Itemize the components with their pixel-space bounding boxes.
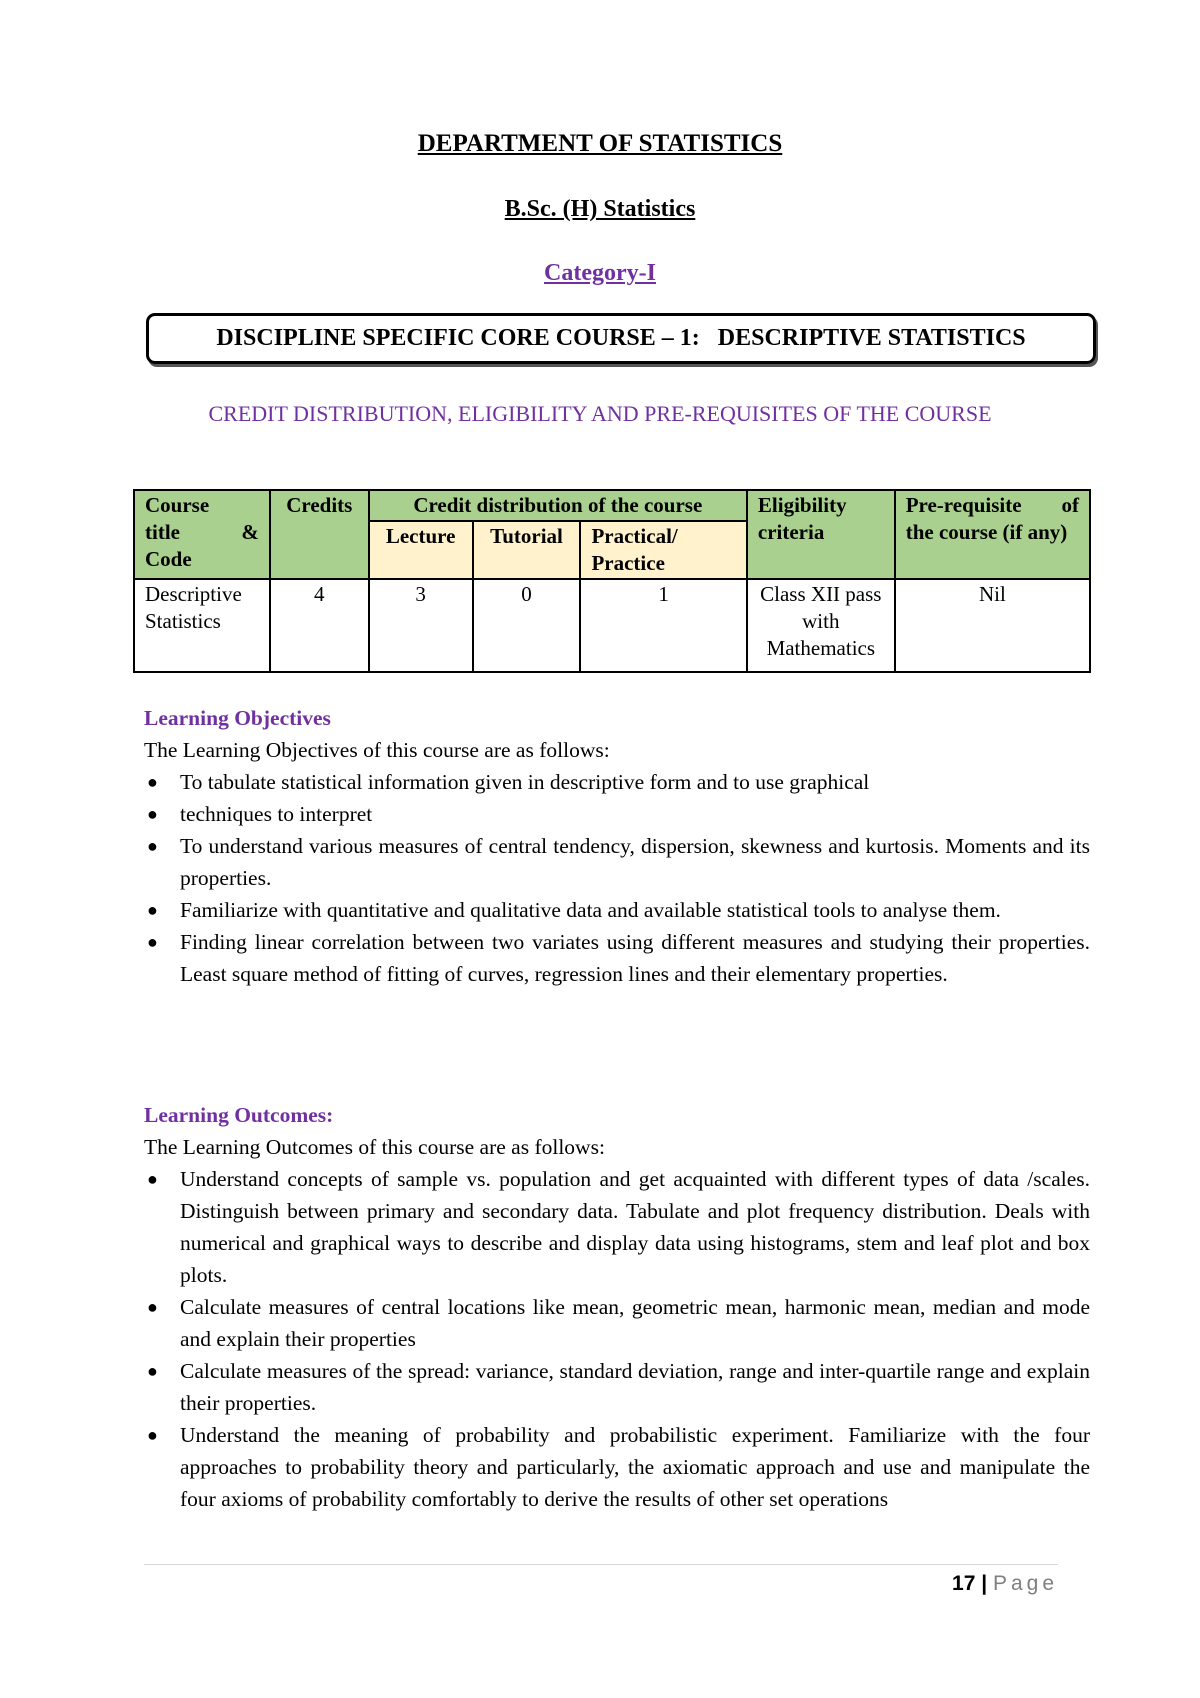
cell-eligibility: Class XII pass with Mathematics: [747, 579, 895, 672]
programme-title: B.Sc. (H) Statistics: [504, 196, 696, 222]
page-footer: [952, 1572, 1058, 1596]
category-title: Category-I: [544, 260, 656, 286]
cell-prerequisite: Nil: [895, 579, 1090, 672]
page-number: 17: [952, 1572, 976, 1595]
list-item: ● Finding linear correlation between two variates using different measures and studying their properties. Least square method of fitting of curves, regression lines and their elementary properties.: [180, 926, 1090, 990]
credit-distribution-heading: CREDIT DISTRIBUTION, ELIGIBILITY AND PRE-REQUISITES OF THE COURSE: [208, 401, 992, 426]
bullet-icon: ●: [147, 1361, 158, 1381]
course-title-box: [146, 313, 1096, 364]
course-title-text: DISCIPLINE SPECIFIC CORE COURSE – 1: DESCRIPTIVE STATISTICS: [216, 325, 1026, 351]
bullet-icon: ●: [147, 1297, 158, 1317]
bullet-icon: ●: [147, 772, 158, 792]
bullet-icon: ●: [147, 932, 158, 952]
list-item: ● Understand concepts of sample vs. population and get acquainted with different types of data /scales. Distinguish between primary and secondary data. Tabulate and plot frequency distribution. Deals with numerical and graphical ways to describe and display data using histograms, stem and leaf plot and box plots.: [180, 1163, 1090, 1291]
footer-separator: |: [981, 1572, 988, 1595]
list-item: ● To understand various measures of central tendency, dispersion, skewness and kurtosis. Moments and its properties.: [180, 830, 1090, 894]
header-credit-distribution: Credit distribution of the course: [369, 490, 747, 521]
bullet-icon: ●: [147, 836, 158, 856]
bullet-icon: ●: [147, 1425, 158, 1445]
header-credits: Credits: [270, 490, 369, 579]
list-item: ● To tabulate statistical information given in descriptive form and to use graphical: [180, 766, 1090, 798]
header-lecture: Lecture: [369, 521, 473, 579]
learning-objectives-list: [144, 766, 1090, 990]
cell-credits: 4: [270, 579, 369, 672]
learning-outcomes-list: [144, 1163, 1090, 1515]
header-eligibility: Eligibility criteria: [747, 490, 895, 579]
learning-outcomes-section: [144, 1099, 1090, 1515]
page-label: Page: [992, 1572, 1058, 1595]
table-row: [134, 579, 1090, 672]
table-header-row: [134, 490, 1090, 521]
list-item: ● Calculate measures of central locations like mean, geometric mean, harmonic mean, median and mode and explain their properties: [180, 1291, 1090, 1355]
learning-outcomes-intro: The Learning Outcomes of this course are as follows:: [144, 1135, 605, 1159]
learning-objectives-intro: The Learning Objectives of this course are as follows:: [144, 738, 610, 762]
cell-lecture: 3: [369, 579, 473, 672]
list-item: ● Understand the meaning of probability and probabilistic experiment. Familiarize with the four approaches to probability theory and particularly, the axiomatic approach and use and manipulate the four axioms of probability comfortably to derive the results of other set operations: [180, 1419, 1090, 1515]
list-item: ● techniques to interpret: [180, 798, 1090, 830]
header-prerequisite: Pre-requisite of the course (if any): [895, 490, 1090, 579]
list-item: ● Calculate measures of the spread: variance, standard deviation, range and inter-quartile range and explain their properties.: [180, 1355, 1090, 1419]
credit-distribution-table: [133, 489, 1091, 673]
cell-practical: 1: [580, 579, 746, 672]
footer-divider: [144, 1564, 1058, 1565]
learning-objectives-title: Learning Objectives: [144, 706, 331, 730]
department-title: DEPARTMENT OF STATISTICS: [417, 130, 783, 157]
learning-objectives-section: [144, 702, 1090, 990]
bullet-icon: ●: [147, 1169, 158, 1189]
bullet-icon: ●: [147, 900, 158, 920]
learning-outcomes-title: Learning Outcomes:: [144, 1103, 334, 1127]
cell-tutorial: 0: [473, 579, 581, 672]
bullet-icon: ●: [147, 804, 158, 824]
header-course-title: Course title & Code: [134, 490, 270, 579]
header-practical: Practical/ Practice: [580, 521, 746, 579]
header-tutorial: Tutorial: [473, 521, 581, 579]
list-item: ● Familiarize with quantitative and qualitative data and available statistical tools to analyse them.: [180, 894, 1090, 926]
cell-course: Descriptive Statistics: [134, 579, 270, 672]
